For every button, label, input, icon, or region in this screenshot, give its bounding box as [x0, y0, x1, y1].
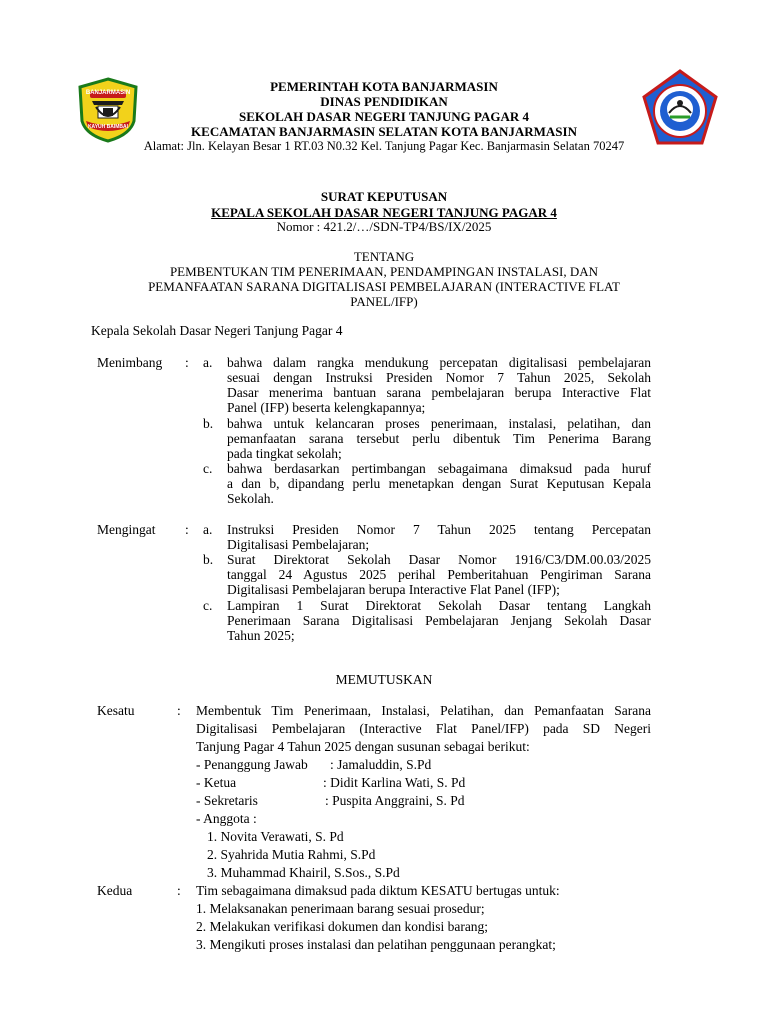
role-ketua: - Ketua — [196, 775, 237, 790]
logo-left-bottom-text: KAYUH BAIMBAI — [87, 124, 129, 130]
menimbang-b-line-3: pada tingkat sekolah; — [227, 446, 342, 461]
anggota-label: - Anggota : — [196, 811, 257, 826]
menimbang-c-line-1: bahwa berdasarkan pertimbangan sebagaimana dimaksud pada huruf — [227, 461, 651, 476]
menimbang-c-line-2: a dan b, dipandang perlu menetapkan dengan Surat Keputusan Kepala — [227, 476, 651, 491]
menimbang-label: Menimbang — [97, 355, 163, 370]
mengingat-marker-a: a. — [203, 522, 213, 537]
role-penanggung-jawab-value: : Jamaluddin, S.Pd — [330, 757, 432, 772]
menimbang-a-line-1: bahwa dalam rangka mendukung percepatan digitalisasi pembelajaran — [227, 355, 651, 370]
header-line-2: DINAS PENDIDIKAN — [320, 94, 448, 109]
mengingat-marker-b: b. — [203, 552, 214, 567]
kesatu-line-1: Membentuk Tim Penerimaan, Instalasi, Pelatihan, dan Pemanfaatan Sarana — [196, 703, 651, 718]
header-line-1: PEMERINTAH KOTA BANJARMASIN — [270, 79, 498, 94]
role-sekretaris: - Sekretaris — [196, 793, 258, 808]
kedua-task-3: 3. Mengikuti proses instalasi dan pelatihan penggunaan perangkat; — [196, 937, 556, 952]
kedua-task-1: 1. Melaksanakan penerimaan barang sesuai prosedur; — [196, 901, 485, 916]
mengingat-c-line-3: Tahun 2025; — [227, 628, 295, 643]
mengingat-a-line-2: Digitalisasi Pembelajaran; — [227, 537, 370, 552]
logo-left-top-text: BANJARMASIN — [85, 90, 131, 96]
doc-subject-2: PEMANFAATAN SARANA DIGITALISASI PEMBELAJARAN (INTERACTIVE FLAT — [148, 279, 620, 294]
menimbang-marker-b: b. — [203, 416, 214, 431]
opening-line: Kepala Sekolah Dasar Negeri Tanjung Pagar 4 — [91, 323, 343, 338]
header-line-4: KECAMATAN BANJARMASIN SELATAN KOTA BANJARMASIN — [191, 124, 577, 139]
doc-subject-1: PEMBENTUKAN TIM PENERIMAAN, PENDAMPINGAN INSTALASI, DAN — [169, 264, 599, 279]
doc-type: SURAT KEPUTUSAN — [320, 189, 448, 204]
role-sekretaris-value: : Puspita Anggraini, S. Pd — [325, 793, 465, 808]
mengingat-label: Mengingat — [97, 522, 156, 537]
menimbang-a-line-4: Panel (IFP) beserta kelengkapannya; — [227, 400, 426, 415]
role-ketua-value: : Didit Karlina Wati, S. Pd — [323, 775, 466, 790]
mengingat-b-line-3: Digitalisasi Pembelajaran berupa Interactive Flat Panel (IFP); — [227, 582, 560, 597]
menimbang-marker-a: a. — [203, 355, 213, 370]
menimbang-b-line-2: pemanfaatan sarana tersebut perlu dibentuk Tim Penerima Barang — [227, 431, 651, 446]
menimbang-c-line-3: Sekolah. — [227, 491, 274, 506]
anggota-item-3: 3. Muhammad Khairil, S.Sos., S.Pd — [207, 865, 400, 880]
anggota-item-1: 1. Novita Verawati, S. Pd — [207, 829, 344, 844]
mengingat-marker-c: c. — [203, 598, 213, 613]
doc-subject-3: PANEL/IFP) — [350, 294, 418, 309]
memutuskan-heading: MEMUTUSKAN — [335, 672, 433, 687]
mengingat-b-line-2: tanggal 24 Agustus 2025 perihal Pemberitahuan Pengiriman Sarana — [227, 567, 651, 582]
kedua-colon: : — [177, 883, 181, 898]
mengingat-c-line-2: Penerimaan Sarana Digitalisasi Pembelajaran Jenjang Sekolah Dasar — [227, 613, 651, 628]
kesatu-label: Kesatu — [97, 703, 135, 718]
kedua-intro: Tim sebagaimana dimaksud pada diktum KESATU bertugas untuk: — [196, 883, 560, 898]
anggota-item-2: 2. Syahrida Mutia Rahmi, S.Pd — [207, 847, 376, 862]
doc-number: Nomor : 421.2/…/SDN-TP4/BS/IX/2025 — [276, 219, 492, 234]
mengingat-a-line-1: Instruksi Presiden Nomor 7 Tahun 2025 tentang Percepatan — [227, 522, 651, 537]
menimbang-a-line-3: Dasar menerima bantuan sarana pembelajaran berupa Interactive Flat — [227, 385, 651, 400]
menimbang-colon: : — [185, 355, 189, 370]
role-penanggung-jawab: - Penanggung Jawab — [196, 757, 308, 772]
menimbang-b-line-1: bahwa untuk kelancaran proses penerimaan, instalasi, pelatihan, dan — [227, 416, 651, 431]
menimbang-marker-c: c. — [203, 461, 213, 476]
kesatu-line-3: Tanjung Pagar 4 Tahun 2025 dengan susunan sebagai berikut: — [196, 739, 530, 754]
header-address: Alamat: Jln. Kelayan Besar 1 RT.03 N0.32 Kel. Tanjung Pagar Kec. Banjarmasin Selatan 70247 — [143, 139, 625, 153]
kedua-task-2: 2. Melakukan verifikasi dokumen dan kondisi barang; — [196, 919, 489, 934]
menimbang-a-line-2: sesuai dengan Instruksi Presiden Nomor 7 Tahun 2025, Sekolah — [227, 370, 651, 385]
mengingat-b-line-1: Surat Direktorat Sekolah Dasar Nomor 1916/C3/DM.00.03/2025 — [227, 552, 651, 567]
mengingat-colon: : — [185, 522, 189, 537]
doc-about: TENTANG — [353, 249, 415, 264]
kedua-label: Kedua — [97, 883, 133, 898]
kesatu-colon: : — [177, 703, 181, 718]
mengingat-c-line-1: Lampiran 1 Surat Direktorat Sekolah Dasar tentang Langkah — [227, 598, 651, 613]
doc-issuer: KEPALA SEKOLAH DASAR NEGERI TANJUNG PAGAR 4 — [211, 205, 557, 220]
kesatu-line-2: Digitalisasi Pembelajaran (Interactive Flat Panel/IFP) pada SD Negeri — [196, 721, 651, 736]
header-line-3: SEKOLAH DASAR NEGERI TANJUNG PAGAR 4 — [238, 109, 529, 124]
